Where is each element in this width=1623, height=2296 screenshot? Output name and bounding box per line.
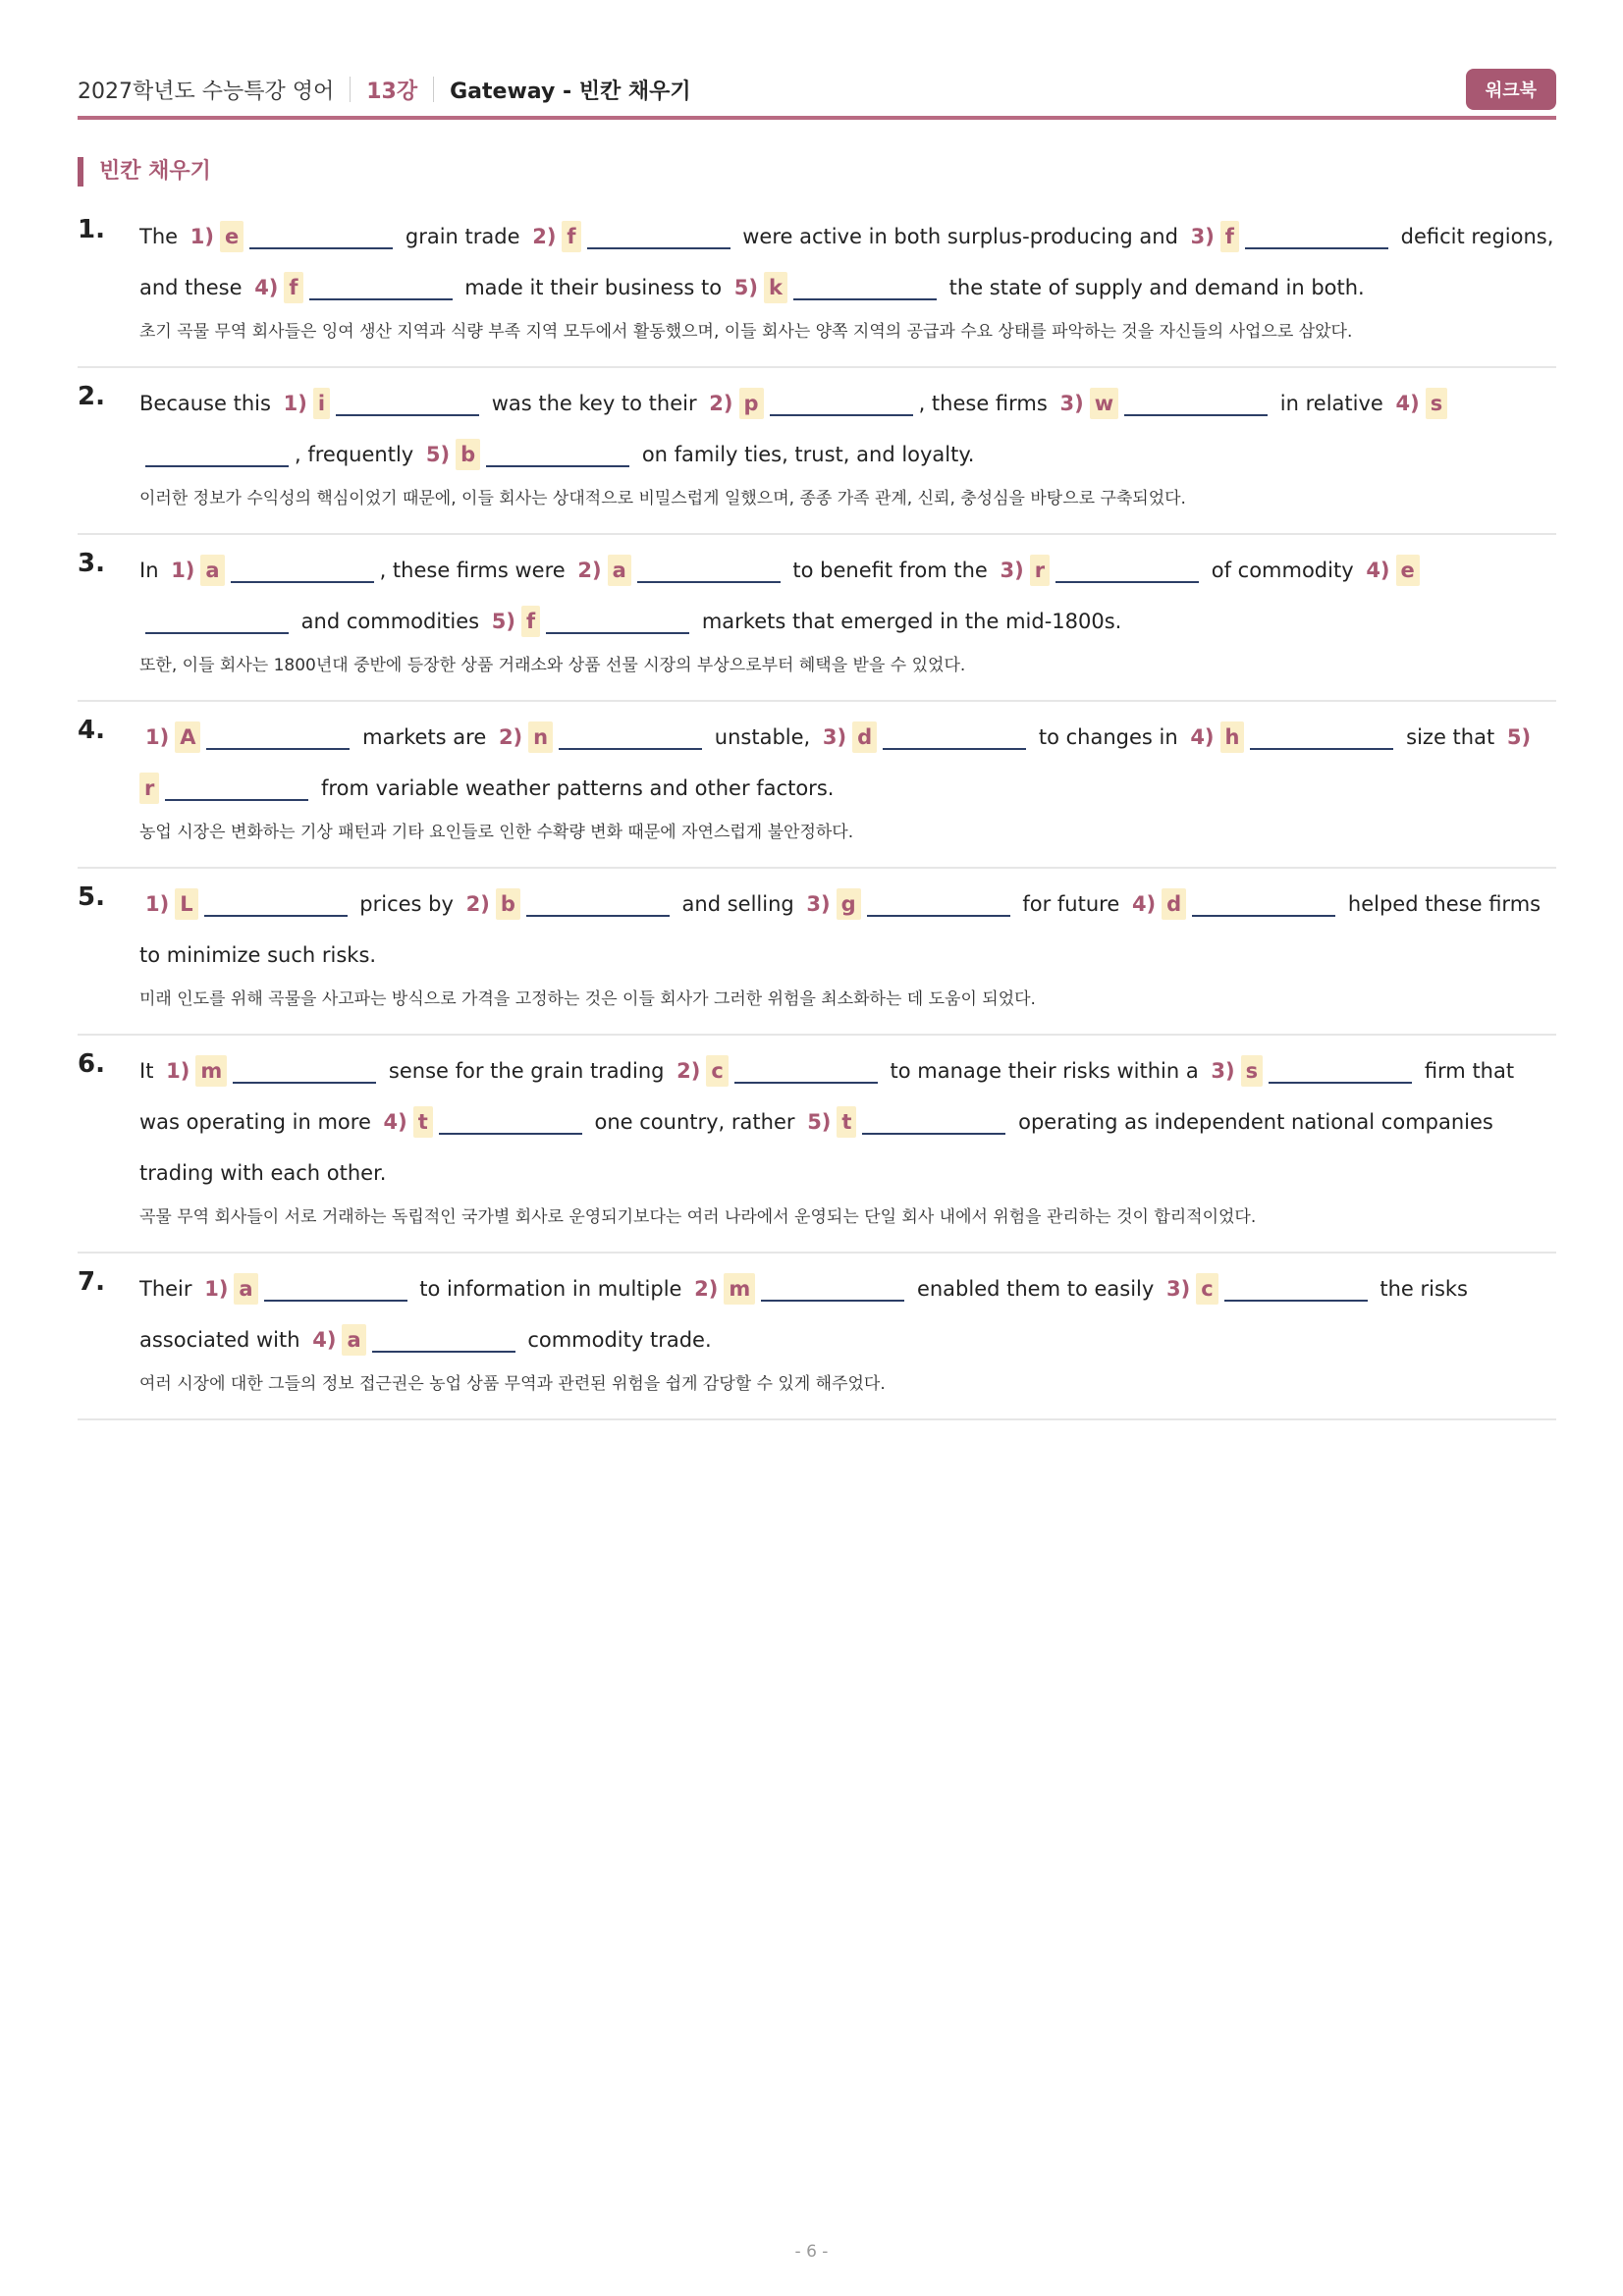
hint-letter: a: [608, 555, 631, 586]
blank-marker: 4): [383, 1110, 407, 1134]
korean-translation: 이러한 정보가 수익성의 핵심이었기 때문에, 이들 회사는 상대적으로 비밀스럽게 일했으며, 종종 가족 관계, 신뢰, 충성심을 바탕으로 구축되었다.: [139, 489, 1186, 508]
answer-blank[interactable]: [486, 442, 629, 467]
hint-letter: t: [413, 1106, 433, 1138]
blank-marker: 3): [1000, 559, 1024, 582]
english-sentence: [139, 1045, 1556, 1199]
answer-blank[interactable]: [526, 891, 670, 917]
problem-item: [78, 869, 1556, 1036]
workbook-badge: 워크북: [1466, 69, 1556, 110]
sentence-text: from variable weather patterns and other factors.: [314, 776, 835, 800]
sentence-text: to information in multiple: [412, 1277, 689, 1301]
blank-marker: 2): [577, 559, 602, 582]
blank-marker: 2): [532, 225, 557, 248]
answer-blank[interactable]: [249, 224, 393, 249]
answer-blank[interactable]: [883, 724, 1026, 750]
blank-marker: 5): [733, 276, 759, 299]
hint-letter: n: [528, 721, 553, 753]
blank-marker: 3): [806, 892, 831, 916]
hint-letter: t: [837, 1106, 856, 1138]
answer-blank[interactable]: [867, 891, 1010, 917]
page-title: Gateway - 빈칸 채우기: [450, 79, 691, 104]
hint-letter: r: [139, 773, 159, 804]
sentence-text: to manage their risks within a: [883, 1059, 1206, 1083]
problem-number: 1.: [78, 215, 105, 244]
sentence-text: the state of supply and demand in both.: [942, 276, 1365, 299]
lesson-number: 13강: [366, 79, 418, 104]
hint-letter: f: [284, 272, 302, 303]
answer-blank[interactable]: [862, 1109, 1005, 1135]
hint-letter: p: [739, 388, 764, 419]
sentence-text: deficit regions, and these: [139, 225, 1561, 299]
answer-blank[interactable]: [1055, 558, 1199, 583]
hint-letter: c: [706, 1055, 728, 1087]
page-header: [78, 61, 1556, 118]
blank-marker: 2): [709, 392, 733, 415]
sentence-text: on family ties, trust, and loyalty.: [635, 443, 975, 466]
sentence-text: one country, rather: [587, 1110, 802, 1134]
sentence-text: In: [139, 559, 166, 582]
blank-marker: 4): [312, 1328, 337, 1352]
blank-marker: 3): [822, 725, 847, 749]
sentence-text: Because this: [139, 392, 278, 415]
answer-blank[interactable]: [204, 891, 348, 917]
answer-blank[interactable]: [231, 558, 374, 583]
answer-blank[interactable]: [1192, 891, 1335, 917]
hint-letter: e: [1396, 555, 1420, 586]
blank-marker: 4): [1366, 559, 1390, 582]
hint-letter: e: [220, 221, 243, 252]
sentence-text: grain trade: [399, 225, 527, 248]
sentence-text: commodity trade.: [520, 1328, 712, 1352]
header-rule: [78, 116, 1556, 120]
book-title: 2027학년도 수능특강 영어: [78, 79, 335, 104]
hint-letter: c: [1196, 1273, 1217, 1305]
korean-translation: 곡물 무역 회사들이 서로 거래하는 독립적인 국가별 회사로 운영되기보다는 여러 나라에서 운영되는 단일 회사 내에서 위험을 관리하는 것이 합리적이었다.: [139, 1207, 1257, 1227]
sentence-text: sense for the grain trading: [382, 1059, 672, 1083]
sentence-text: firm that was operating in more: [139, 1059, 1521, 1134]
answer-blank[interactable]: [1124, 391, 1268, 416]
blank-marker: 1): [145, 892, 170, 916]
blank-marker: 4): [1395, 392, 1420, 415]
hint-letter: k: [764, 272, 787, 303]
answer-blank[interactable]: [439, 1109, 582, 1135]
sentence-text: The: [139, 225, 185, 248]
english-sentence: [139, 712, 1556, 814]
hint-letter: g: [837, 888, 861, 920]
answer-blank[interactable]: [372, 1327, 515, 1353]
sentence-text: markets are: [355, 725, 493, 749]
answer-blank[interactable]: [793, 275, 937, 300]
blank-marker: 5): [491, 610, 516, 633]
sentence-text: , these firms were: [379, 559, 572, 582]
korean-translation: 또한, 이들 회사는 1800년대 중반에 등장한 상품 거래소와 상품 선물 시장의 부상으로부터 혜택을 받을 수 있었다.: [139, 656, 966, 675]
answer-blank[interactable]: [145, 442, 289, 467]
sentence-text: to changes in: [1032, 725, 1185, 749]
sentence-text: for future: [1015, 892, 1126, 916]
blank-marker: 5): [425, 443, 451, 466]
blank-marker: 4): [254, 276, 279, 299]
problem-number: 2.: [78, 382, 105, 411]
hint-letter: m: [724, 1273, 755, 1305]
blank-marker: 2): [694, 1277, 719, 1301]
hint-letter: A: [175, 721, 200, 753]
problem-number: 4.: [78, 716, 105, 745]
answer-blank[interactable]: [145, 609, 289, 634]
hint-letter: m: [195, 1055, 227, 1087]
answer-blank[interactable]: [1250, 724, 1393, 750]
hint-letter: b: [496, 888, 520, 920]
header-divider: [350, 77, 351, 102]
blank-marker: 5): [807, 1110, 832, 1134]
hint-letter: a: [200, 555, 224, 586]
korean-translation: 여러 시장에 대한 그들의 정보 접근권은 농업 상품 무역과 관련된 위험을 쉽게 감당할 수 있게 해주었다.: [139, 1374, 886, 1394]
hint-letter: L: [175, 888, 197, 920]
problem-number: 6.: [78, 1049, 105, 1079]
hint-letter: b: [456, 439, 480, 470]
problem-item: [78, 1036, 1556, 1254]
sentence-text: in relative: [1273, 392, 1390, 415]
answer-blank[interactable]: [637, 558, 781, 583]
hint-letter: i: [313, 388, 330, 419]
blank-marker: 4): [1190, 725, 1215, 749]
answer-blank[interactable]: [1269, 1058, 1412, 1084]
problem-item: [78, 368, 1556, 535]
english-sentence: [139, 211, 1561, 313]
section-title: 빈칸 채우기: [78, 157, 211, 187]
blank-marker: 1): [283, 392, 307, 415]
sentence-text: prices by: [352, 892, 460, 916]
sentence-text: , these firms: [918, 392, 1055, 415]
blank-marker: 3): [1211, 1059, 1235, 1083]
answer-blank[interactable]: [206, 724, 350, 750]
sentence-text: the risks associated with: [139, 1277, 1475, 1352]
hint-letter: f: [562, 221, 580, 252]
english-sentence: [139, 1263, 1556, 1365]
answer-blank[interactable]: [1245, 224, 1388, 249]
sentence-text: Their: [139, 1277, 199, 1301]
hint-letter: a: [234, 1273, 257, 1305]
problem-item: [78, 201, 1561, 368]
english-sentence: [139, 545, 1556, 647]
sentence-text: It: [139, 1059, 161, 1083]
hint-letter: f: [1220, 221, 1239, 252]
answer-blank[interactable]: [165, 775, 308, 801]
answer-blank[interactable]: [233, 1058, 376, 1084]
blank-marker: 3): [1165, 1277, 1191, 1301]
problem-number: 7.: [78, 1267, 105, 1297]
sentence-text: markets that emerged in the mid-1800s.: [695, 610, 1122, 633]
hint-letter: d: [852, 721, 877, 753]
problem-number: 3.: [78, 549, 105, 578]
blank-marker: 3): [1059, 392, 1084, 415]
sentence-text: made it their business to: [458, 276, 729, 299]
hint-letter: f: [521, 606, 540, 637]
problem-item: [78, 702, 1556, 869]
hint-letter: s: [1241, 1055, 1264, 1087]
answer-blank[interactable]: [761, 1276, 904, 1302]
answer-blank[interactable]: [264, 1276, 407, 1302]
sentence-text: size that: [1399, 725, 1501, 749]
answer-blank[interactable]: [546, 609, 689, 634]
sentence-text: enabled them to easily: [910, 1277, 1161, 1301]
blank-marker: 1): [166, 1059, 190, 1083]
header-divider: [433, 77, 434, 102]
hint-letter: h: [1220, 721, 1245, 753]
answer-blank[interactable]: [1224, 1276, 1368, 1302]
answer-blank[interactable]: [309, 275, 453, 300]
blank-marker: 1): [145, 725, 170, 749]
sentence-text: , frequently: [295, 443, 420, 466]
sentence-text: helped these firms to minimize such risks.: [139, 892, 1547, 967]
blank-marker: 2): [676, 1059, 701, 1083]
hint-letter: a: [342, 1324, 365, 1356]
hint-letter: w: [1090, 388, 1118, 419]
english-sentence: [139, 879, 1556, 981]
hint-letter: r: [1030, 555, 1050, 586]
answer-blank[interactable]: [734, 1058, 878, 1084]
answer-blank[interactable]: [587, 224, 730, 249]
sentence-text: to benefit from the: [785, 559, 995, 582]
sentence-text: and commodities: [295, 610, 486, 633]
hint-letter: s: [1426, 388, 1448, 419]
problem-item: [78, 535, 1556, 702]
problem-number: 5.: [78, 882, 105, 912]
blank-marker: 1): [204, 1277, 229, 1301]
answer-blank[interactable]: [559, 724, 702, 750]
english-sentence: [139, 378, 1556, 480]
blank-marker: 4): [1131, 892, 1157, 916]
answer-blank[interactable]: [770, 391, 913, 416]
sentence-text: were active in both surplus-producing and: [735, 225, 1185, 248]
answer-blank[interactable]: [336, 391, 479, 416]
sentence-text: and selling: [675, 892, 801, 916]
sentence-text: was the key to their: [485, 392, 704, 415]
blank-marker: 1): [171, 559, 195, 582]
sentence-text: unstable,: [708, 725, 817, 749]
korean-translation: 농업 시장은 변화하는 기상 패턴과 기타 요인들로 인한 수확량 변화 때문에 자연스럽게 불안정하다.: [139, 823, 854, 842]
problem-item: [78, 1254, 1556, 1420]
page-number: - 6 -: [794, 2242, 829, 2262]
hint-letter: d: [1162, 888, 1186, 920]
korean-translation: 미래 인도를 위해 곡물을 사고파는 방식으로 가격을 고정하는 것은 이들 회사가 그러한 위험을 최소화하는 데 도움이 되었다.: [139, 989, 1036, 1009]
sentence-text: operating as independent national companies trading with each other.: [139, 1110, 1500, 1185]
blank-marker: 3): [1190, 225, 1215, 248]
blank-marker: 1): [189, 225, 214, 248]
blank-marker: 5): [1506, 725, 1532, 749]
problem-list: [78, 201, 1561, 1420]
blank-marker: 2): [465, 892, 490, 916]
sentence-text: of commodity: [1205, 559, 1361, 582]
korean-translation: 초기 곡물 무역 회사들은 잉여 생산 지역과 식량 부족 지역 모두에서 활동했으며, 이들 회사는 양쪽 지역의 공급과 수요 상태를 파악하는 것을 자신들의 사업으로 삼았다.: [139, 322, 1353, 342]
blank-marker: 2): [498, 725, 523, 749]
